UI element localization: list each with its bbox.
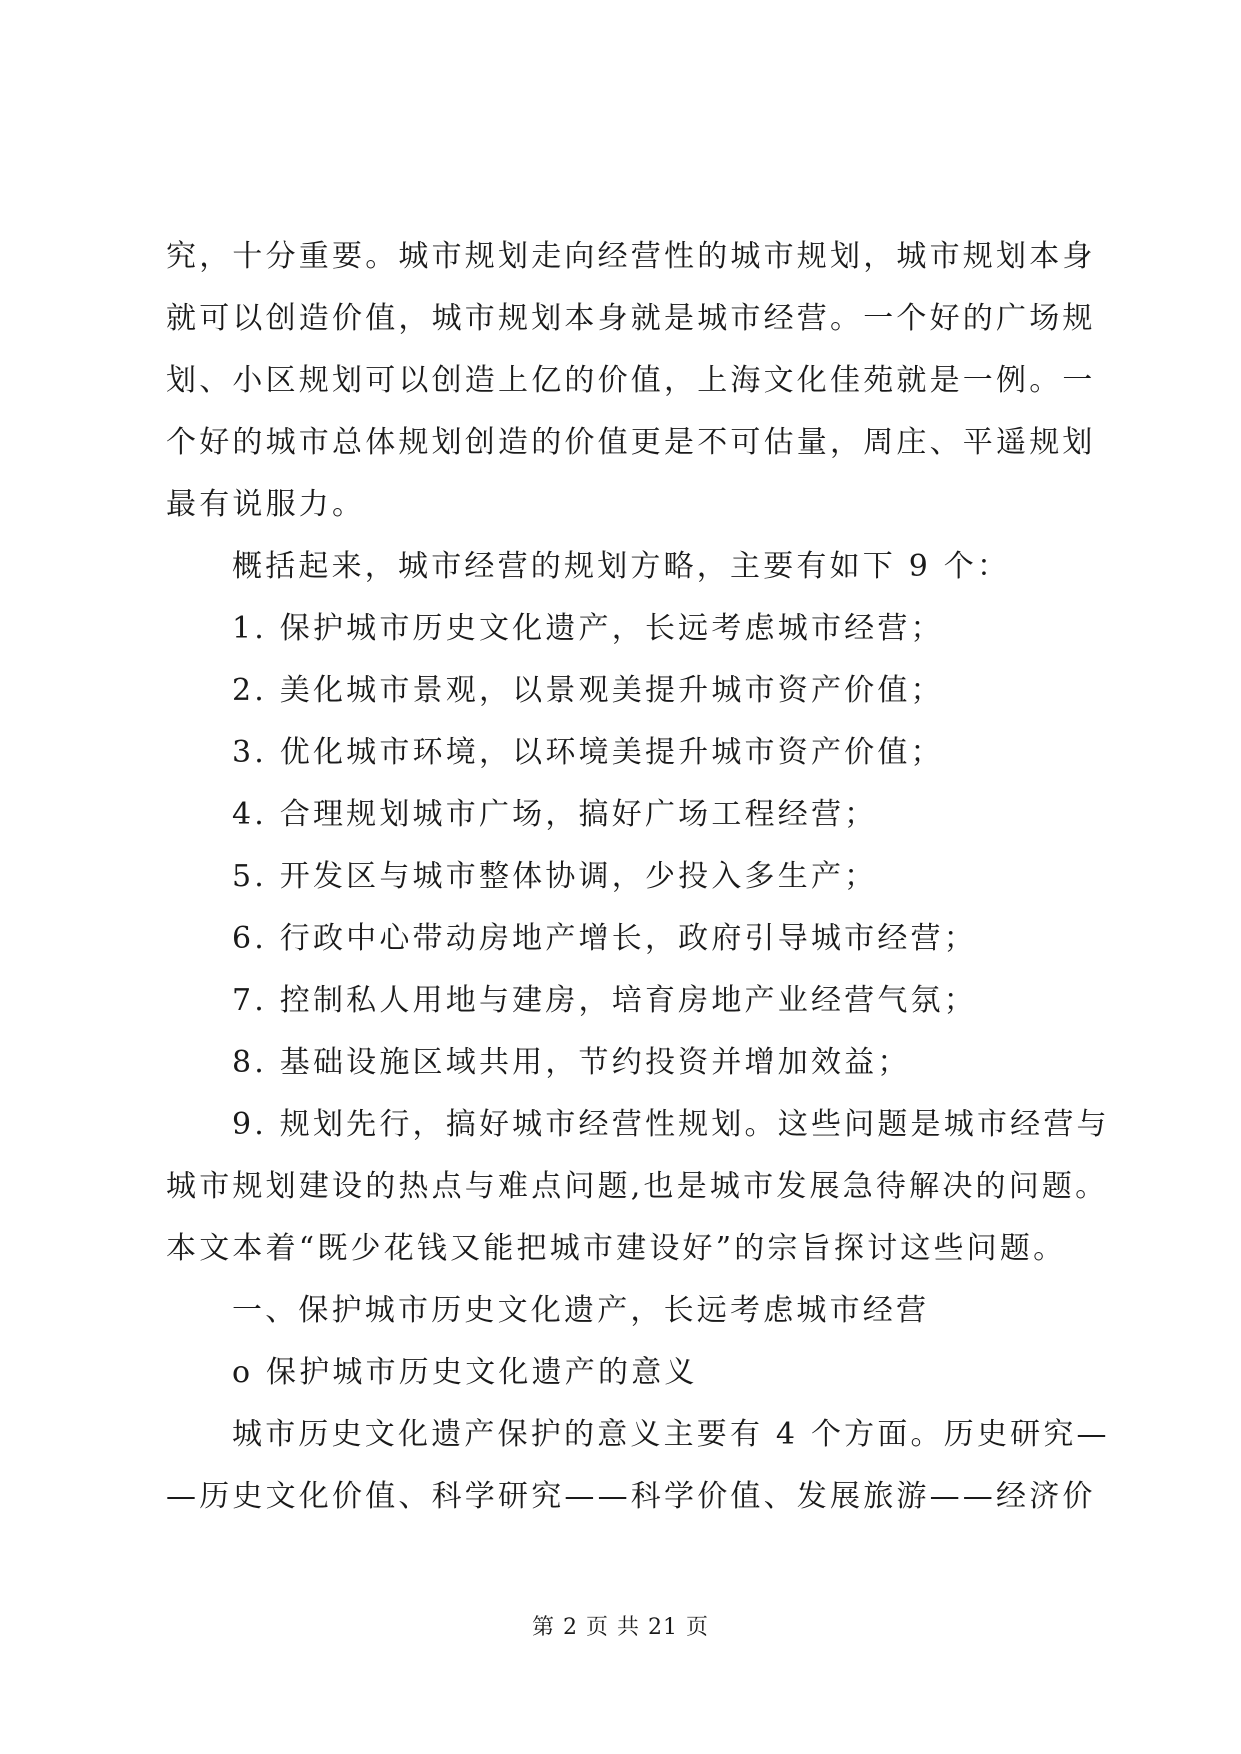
paragraph-line: 划、小区规划可以创造上亿的价值，上海文化佳苑就是一例。一 (166, 363, 1096, 398)
summary-intro: 概括起来，城市经营的规划方略，主要有如下 9 个： (232, 549, 1011, 584)
paragraph-line: 城市规划建设的热点与难点问题,也是城市发展急待解决的问题。 (166, 1169, 1109, 1204)
list-item: 8. 基础设施区域共用，节约投资并增加效益； (232, 1045, 911, 1080)
list-item: 5. 开发区与城市整体协调，少投入多生产； (232, 859, 878, 894)
paragraph-line: 究，十分重要。城市规划走向经营性的城市规划，城市规划本身 (166, 239, 1096, 274)
list-item: 2. 美化城市景观，以景观美提升城市资产价值； (232, 673, 944, 708)
paragraph-line: 个好的城市总体规划创造的价值更是不可估量，周庄、平遥规划 (166, 425, 1096, 460)
subsection-heading: o 保护城市历史文化遗产的意义 (232, 1355, 698, 1390)
paragraph-line: 城市历史文化遗产保护的意义主要有 4 个方面。历史研究— (232, 1417, 1110, 1452)
list-item: 6. 行政中心带动房地产增长，政府引导城市经营； (232, 921, 977, 956)
list-item: 9. 规划先行，搞好城市经营性规划。这些问题是城市经营与 (232, 1107, 1110, 1142)
paragraph-line: 就可以创造价值，城市规划本身就是城市经营。一个好的广场规 (166, 301, 1096, 336)
list-item: 3. 优化城市环境，以环境美提升城市资产价值； (232, 735, 944, 770)
section-heading: 一、保护城市历史文化遗产，长远考虑城市经营 (232, 1293, 930, 1328)
paragraph-line: 最有说服力。 (166, 487, 366, 522)
paragraph-line: 本文本着“既少花钱又能把城市建设好”的宗旨探讨这些问题。 (166, 1231, 1067, 1266)
list-item: 4. 合理规划城市广场，搞好广场工程经营； (232, 797, 878, 832)
page-footer: 第 2 页 共 21 页 (532, 1615, 709, 1640)
document-body (166, 226, 1110, 1528)
paragraph-line: —历史文化价值、科学研究——科学价值、发展旅游——经济价 (166, 1479, 1096, 1514)
list-item: 7. 控制私人用地与建房，培育房地产业经营气氛； (232, 983, 977, 1018)
list-item: 1. 保护城市历史文化遗产，长远考虑城市经营； (232, 611, 944, 646)
